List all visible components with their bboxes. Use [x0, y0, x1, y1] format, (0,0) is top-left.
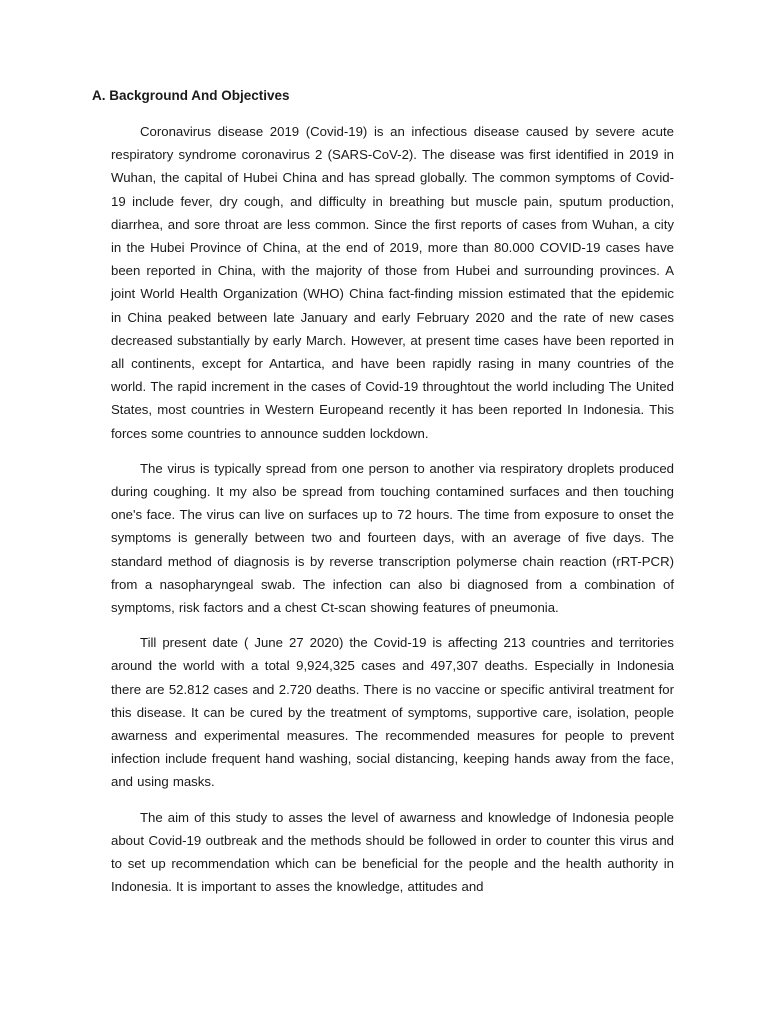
body-text: [111, 120, 674, 911]
paragraph-transmission: The virus is typically spread from one person to another via respiratory droplets produced during coughing. It my also be spread from touching contamined surfaces and then touching one's face. The virus can live on surfaces up to 72 hours. The time from exposure to onset the symptoms is generally between two and fourteen days, with an average of five days. The standard method of diagnosis is by reverse transcription polymerse chain reaction (rRT-PCR) from a nasopharyngeal swab. The infection can also bi diagnosed from a combination of symptoms, risk factors and a chest Ct-scan showing features of pneumonia.: [111, 460, 674, 616]
paragraph-background: Coronavirus disease 2019 (Covid-19) is an infectious disease caused by severe acute respiratory syndrome coronavirus 2 (SARS-CoV-2). The disease was first identified in 2019 in Wuhan, the capital of Hubei China and has spread globally. The common symptoms of Covid-19 include fever, dry cough, and difficulty in breathing but muscle pain, sputum production, diarrhea, and sore throat are less common. Since the first reports of cases from Wuhan, a city in the Hubei Province of China, at the end of 2019, more than 80.000 COVID-19 cases have been reported in China, with the majority of those from Hubei and surrounding provinces. A joint World Health Organization (WHO) China fact-finding mission estimated that the epidemic in China peaked between late January and early February 2020 and the rate of new cases decreased substantially by early March. However, at present time cases have been reported in all continents, except for Antartica, and have been rapidly rasing in many countries of the world. The rapid increment in the cases of Covid-19 throughtout the world including The United States, most countries in Western Europeand recently it has been reported In Indonesia. This forces some countries to announce sudden lockdown.: [111, 124, 674, 441]
paragraph-statistics: Till present date ( June 27 2020) the Covid-19 is affecting 213 countries and territories around the world with a total 9,924,325 cases and 497,307 deaths. Especially in Indonesia there are 52.812 cases and 2.720 deaths. There is no vaccine or specific antiviral treatment for this disease. It can be cured by the treatment of symptoms, supportive care, isolation, people awarness and experimental measures. The recommended measures for people to prevent infection include frequent hand washing, social distancing, keeping hands away from the face, and using masks.: [111, 635, 674, 790]
section-heading: A. Background And Objectives: [92, 88, 290, 103]
paragraph-aim: The aim of this study to asses the level of awarness and knowledge of Indonesia people about Covid-19 outbreak and the methods should be followed in order to counter this virus and to set up recommendation which can be beneficial for the people and the health authority in Indonesia. It is important to asses the knowledge, attitudes and: [111, 809, 674, 895]
